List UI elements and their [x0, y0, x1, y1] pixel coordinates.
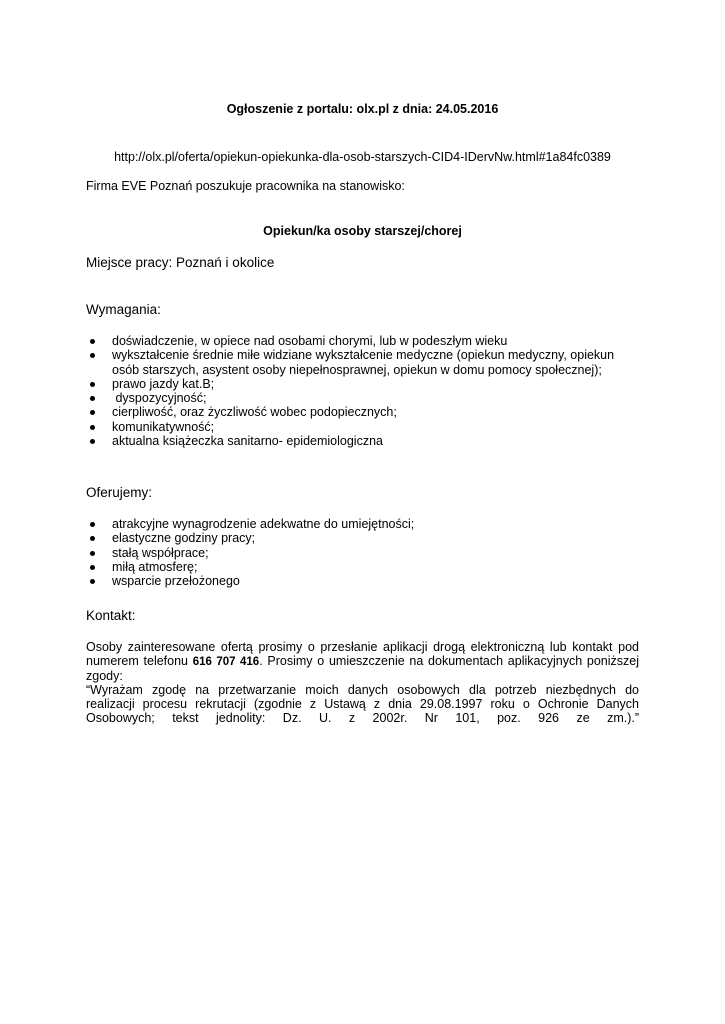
bullet-icon [90, 439, 95, 444]
list-item: atrakcyjne wynagrodzenie adekwatne do umiejętności; [90, 517, 635, 531]
requirements-heading: Wymagania: [86, 302, 161, 317]
consent-line: realizacji procesu rekrutacji (zgodnie z Ustawą z dnia 29.08.1997 roku o Ochronie Danych [86, 697, 639, 711]
work-location: Miejsce pracy: Poznań i okolice [86, 255, 275, 270]
consent-line: “Wyrażam zgodę na przetwarzanie moich danych osobowych dla potrzeb niezbędnych do [86, 683, 639, 697]
bullet-icon [90, 410, 95, 415]
bullet-icon [90, 579, 95, 584]
bullet-icon [90, 396, 95, 401]
intro-text: Firma EVE Poznań poszukuje pracownika na stanowisko: [86, 179, 405, 193]
list-item: cierpliwość, oraz życzliwość wobec podopiecznych; [90, 405, 635, 419]
bullet-icon [90, 536, 95, 541]
position-title: Opiekun/ka osoby starszej/chorej [263, 224, 462, 238]
bullet-icon [90, 353, 95, 358]
bullet-icon [90, 522, 95, 527]
list-item: stałą współprace; [90, 546, 635, 560]
contact-block [86, 640, 639, 725]
list-item: doświadczenie, w opiece nad osobami chorymi, lub w podeszłym wieku [90, 334, 635, 348]
bullet-icon [90, 425, 95, 430]
contact-line: Osoby zainteresowane ofertą prosimy o przesłanie aplikacji drogą elektroniczną lub kontakt pod [86, 640, 639, 654]
list-item: dyspozycyjność; [90, 391, 635, 405]
offer-list [90, 517, 635, 588]
bullet-icon [90, 551, 95, 556]
bullet-icon [90, 565, 95, 570]
bullet-icon [90, 382, 95, 387]
page-title: Ogłoszenie z portalu: olx.pl z dnia: 24.05.2016 [226, 102, 499, 116]
contact-line: numerem telefonu 616 707 416. Prosimy o umieszczenie na dokumentach aplikacyjnych poniższej [86, 654, 639, 668]
bullet-icon [90, 339, 95, 344]
list-item: komunikatywność; [90, 420, 635, 434]
list-item: prawo jazdy kat.B; [90, 377, 635, 391]
list-item: elastyczne godziny pracy; [90, 531, 635, 545]
contact-heading: Kontakt: [86, 608, 136, 623]
consent-line: Osobowych; tekst jednolity: Dz. U. z 2002r. Nr 101, poz. 926 ze zm.).” [86, 711, 639, 725]
list-item: miłą atmosferę; [90, 560, 635, 574]
phone-number[interactable]: 616 707 416 [192, 656, 260, 668]
offer-heading: Oferujemy: [86, 485, 153, 500]
list-item: wykształcenie średnie miłe widziane wykształcenie medyczne (opiekun medyczny, opiekun osób starszych, asystent osoby niepełnosprawnej, opiekun w domu pomocy społecznej); [90, 348, 635, 377]
list-item: aktualna książeczka sanitarno- epidemiologiczna [90, 434, 635, 448]
list-item: wsparcie przełożonego [90, 574, 635, 588]
source-url[interactable]: http://olx.pl/oferta/opiekun-opiekunka-dla-osob-starszych-CID4-IDervNw.html#1a84fc0389 [114, 150, 611, 164]
requirements-list [90, 334, 635, 448]
contact-line: zgody: [86, 669, 123, 683]
